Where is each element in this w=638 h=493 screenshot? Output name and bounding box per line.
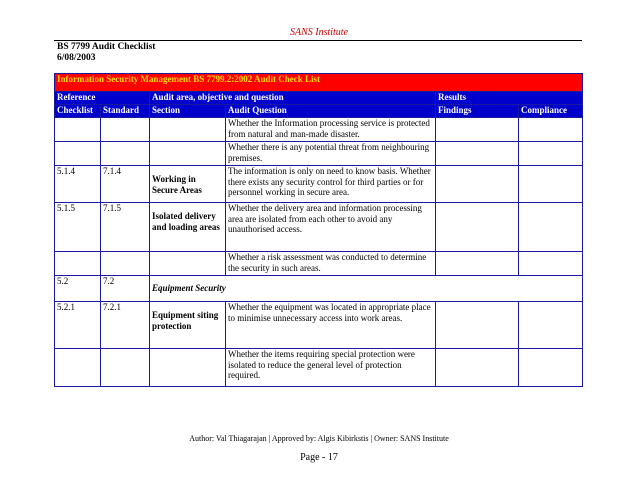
section-cell xyxy=(150,349,226,387)
checklist-cell xyxy=(55,142,101,166)
standard-cell: 7.2 xyxy=(101,276,150,302)
checklist-cell: 5.2 xyxy=(55,276,101,302)
section-cell xyxy=(150,142,226,166)
question-cell: Whether the Information processing service is protected from natural and man-made disaster. xyxy=(226,118,436,142)
checklist-cell: 5.1.4 xyxy=(55,166,101,203)
findings-cell[interactable] xyxy=(436,118,519,142)
document-title: BS 7799 Audit Checklist xyxy=(57,42,156,52)
standard-cell: 7.1.5 xyxy=(101,203,150,252)
checklist-cell: 5.1.5 xyxy=(55,203,101,252)
header-divider xyxy=(54,40,582,41)
findings-cell[interactable] xyxy=(436,203,519,252)
standard-cell xyxy=(101,118,150,142)
compliance-cell[interactable] xyxy=(519,142,583,166)
audit-question-header: Audit Question xyxy=(226,105,436,118)
section-cell: Equipment siting protection xyxy=(150,302,226,349)
table-title-row xyxy=(55,74,583,92)
checklist-cell: 5.2.1 xyxy=(55,302,101,349)
table-row xyxy=(55,166,583,203)
document-date: 6/08/2003 xyxy=(57,53,96,63)
standard-header: Standard xyxy=(101,105,150,118)
compliance-cell[interactable] xyxy=(519,166,583,203)
compliance-header: Compliance xyxy=(519,105,583,118)
table-row xyxy=(55,118,583,142)
findings-cell[interactable] xyxy=(436,142,519,166)
audit-checklist-table xyxy=(54,73,583,387)
standard-cell: 7.1.4 xyxy=(101,166,150,203)
findings-cell[interactable] xyxy=(436,349,519,387)
compliance-cell[interactable] xyxy=(519,252,583,276)
table-title: Information Security Management BS 7799.2:2002 Audit Check List xyxy=(55,74,583,92)
section-header: Section xyxy=(150,105,226,118)
audit-area-header: Audit area, objective and question xyxy=(150,92,436,105)
table-row xyxy=(55,302,583,349)
footer-authors: Author: Val Thiagarajan | Approved by: Algis Kibirkstis | Owner: SANS Institute xyxy=(189,434,449,443)
section-cell xyxy=(150,252,226,276)
section-cell xyxy=(150,118,226,142)
findings-cell[interactable] xyxy=(436,166,519,203)
institute-header: SANS Institute xyxy=(289,27,349,38)
findings-header: Findings xyxy=(436,105,519,118)
standard-cell xyxy=(101,142,150,166)
checklist-header: Checklist xyxy=(55,105,101,118)
question-cell: Whether the items requiring special protection were isolated to reduce the general level of protection required. xyxy=(226,349,436,387)
header-row-1 xyxy=(55,92,583,105)
findings-cell[interactable] xyxy=(436,252,519,276)
standard-cell xyxy=(101,349,150,387)
table-row xyxy=(55,276,583,302)
reference-header: Reference xyxy=(55,92,150,105)
compliance-cell[interactable] xyxy=(519,118,583,142)
question-cell: Whether the equipment was located in appropriate place to minimise unnecessary access into work areas. xyxy=(226,302,436,349)
compliance-cell[interactable] xyxy=(519,203,583,252)
section-cell: Isolated delivery and loading areas xyxy=(150,203,226,252)
question-cell: Whether a risk assessment was conducted to determine the security in such areas. xyxy=(226,252,436,276)
table-row xyxy=(55,142,583,166)
section-heading-cell: Equipment Security xyxy=(150,276,583,302)
standard-cell xyxy=(101,252,150,276)
checklist-cell xyxy=(55,252,101,276)
table-row xyxy=(55,203,583,252)
section-cell: Working in Secure Areas xyxy=(150,166,226,203)
checklist-cell xyxy=(55,349,101,387)
results-header: Results xyxy=(436,92,583,105)
checklist-cell xyxy=(55,118,101,142)
header-row-2 xyxy=(55,105,583,118)
table-row xyxy=(55,349,583,387)
page-number: Page - 17 xyxy=(300,452,338,463)
table-row xyxy=(55,252,583,276)
compliance-cell[interactable] xyxy=(519,349,583,387)
compliance-cell[interactable] xyxy=(519,302,583,349)
standard-cell: 7.2.1 xyxy=(101,302,150,349)
question-cell: Whether there is any potential threat from neighbouring premises. xyxy=(226,142,436,166)
question-cell: The information is only on need to know basis. Whether there exists any security control for third parties or for personnel working in secure area. xyxy=(226,166,436,203)
question-cell: Whether the delivery area and information processing area are isolated from each other to avoid any unauthorised access. xyxy=(226,203,436,252)
findings-cell[interactable] xyxy=(436,302,519,349)
